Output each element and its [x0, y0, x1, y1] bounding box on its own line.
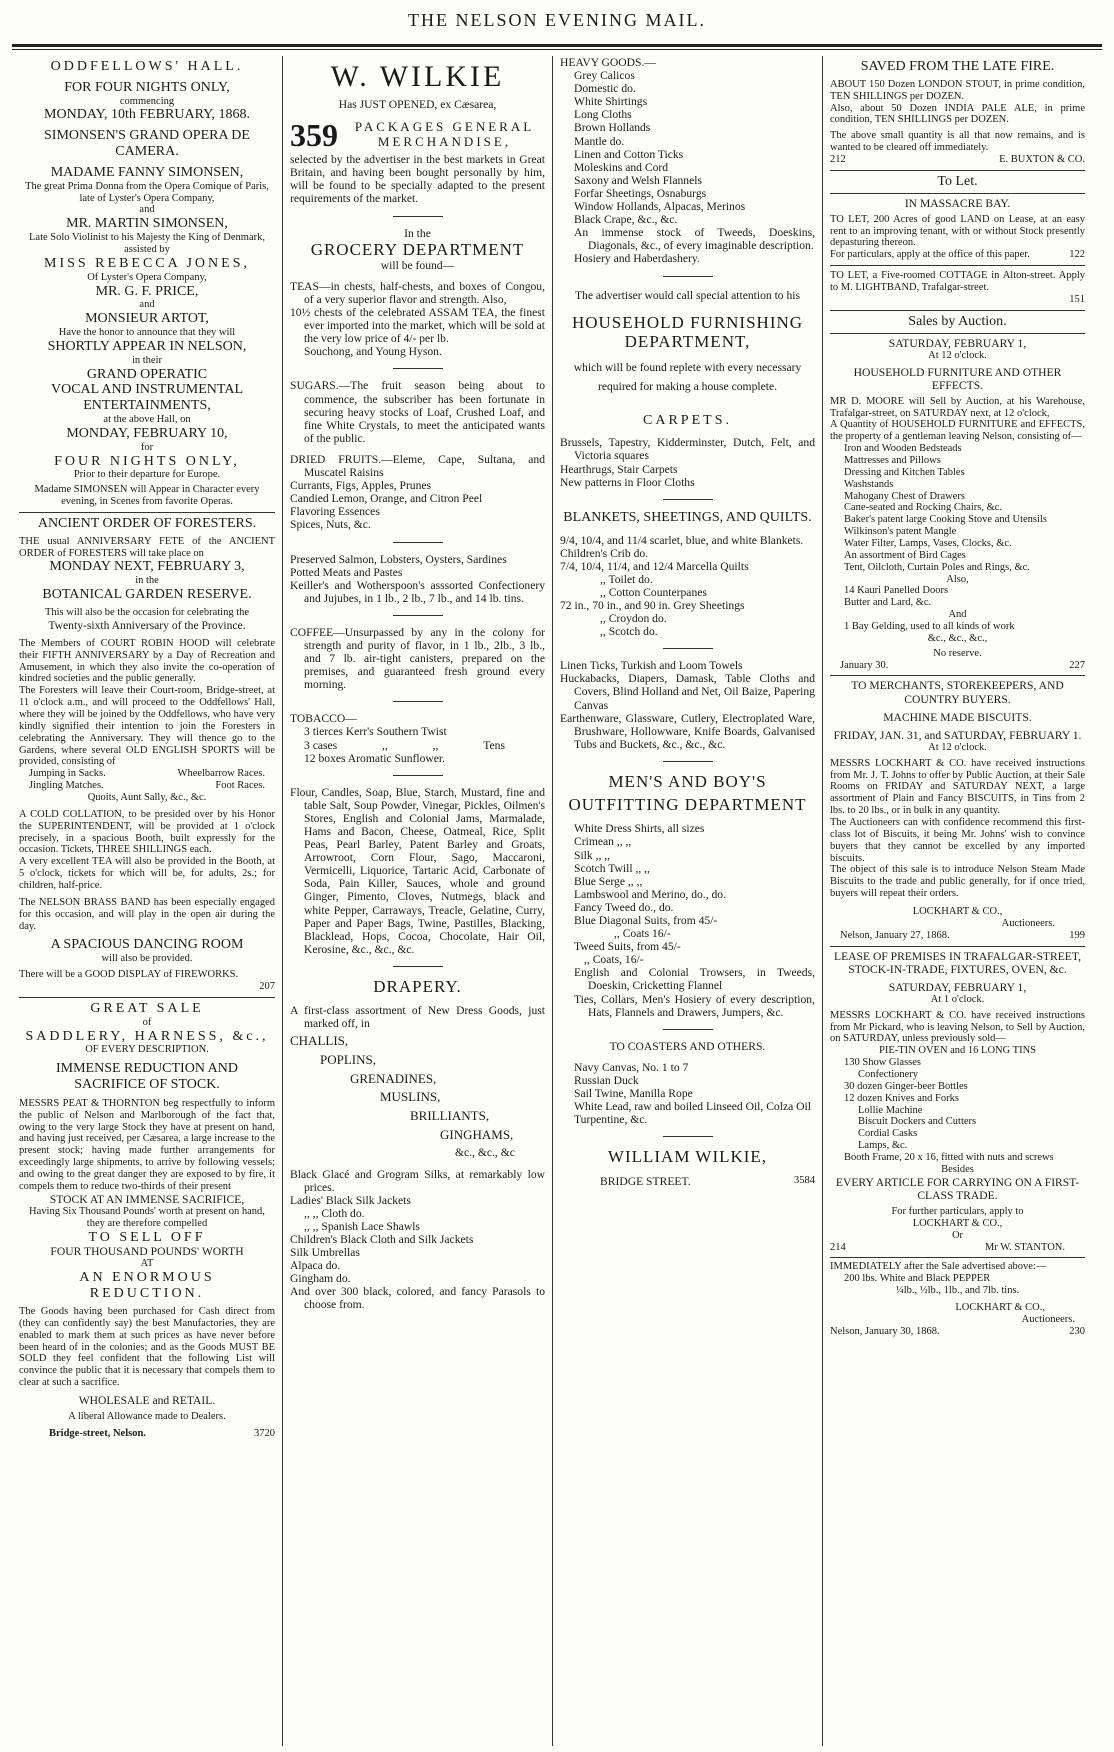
- foresters-p4: A very excellent TEA will also be provided in the Booth, at 5 o'clock, tickets for which will be, for adults, 2s.; for children, half-price.: [19, 856, 275, 892]
- pepper-p2: 200 lbs. White and Black PEPPER: [844, 1273, 991, 1285]
- drapery-item: Gingham do.: [290, 1272, 351, 1286]
- mens-item: ,, Coats, 16/-: [584, 953, 644, 967]
- sports-row: [19, 768, 275, 780]
- divider: [393, 775, 443, 776]
- blanket-item: ,, Croydon do.: [600, 612, 667, 626]
- ad-line: and: [139, 204, 155, 216]
- heavy-item: Black Crape, &c., &c.: [574, 213, 678, 227]
- pepper-sig: LOCKHART & CO.,: [955, 1301, 1045, 1313]
- sport: Jumping in Sacks.: [29, 768, 106, 780]
- divider: [393, 368, 443, 369]
- lease-item: Biscuit Dockers and Cutters: [858, 1116, 977, 1128]
- carpet-item: Hearthrugs, Stair Carpets: [560, 462, 678, 476]
- ad-line: for: [140, 441, 154, 453]
- ad-line: Have the honor to announce that they will: [58, 327, 236, 338]
- preserved-item: Keiller's and Wotherspoon's asssorted Confectionery and Jujubes, in 1 lb., 2 lb., 7 lb., and 14 lb. tins.: [290, 578, 545, 605]
- ad-line: GRAND OPERATIC: [86, 366, 208, 382]
- foresters-p5: The NELSON BRASS BAND has been especially engaged for this occasion, and will play in the open air during the day.: [19, 896, 275, 932]
- heavy-item: Hosiery and Haberdashery.: [574, 252, 700, 266]
- ad-line: Madame SIMONSEN will Appear in Character every evening, in Scenes from favorite Operas.: [34, 484, 260, 508]
- sale-p2: The Goods having been purchased for Cash direct from (they can confidently say) the best Manufactories, they are enabled to mark them at such prices as have never before been heard of in the colonies; and as the Goods MUST BE SOLD they feel confident that the following List will convince the public that it is necessary that compels them to clear at such a sacrifice.: [19, 1305, 275, 1389]
- dancing-sub: will also be provided.: [101, 953, 193, 965]
- lease-date: SATURDAY, FEBRUARY 1,: [888, 980, 1027, 994]
- fabric: &c., &c., &c: [455, 1146, 515, 1160]
- biscuits-sig2: Auctioneers.: [1001, 917, 1055, 929]
- auction-item: Mattresses and Pillows: [844, 455, 941, 466]
- saved-p2: Also, about 50 Dozen INDIA PALE ALE, in prime condition, TEN SHILLINGS per DOZEN.: [830, 102, 1085, 126]
- saved-footer: [830, 154, 1085, 166]
- foresters-intro: THE usual ANNIVERSARY FETE of the ANCIENT ORDER of FORESTERS will take place on: [19, 535, 275, 559]
- mens-item: Crimean ,, ,,: [574, 835, 632, 849]
- to-let-ad: [830, 171, 1085, 311]
- saved-p3: The above small quantity is all that now remains, and is wanted to be cleared off immediately.: [830, 130, 1085, 154]
- fabric: CHALLIS,: [290, 1033, 349, 1049]
- tobacco-item: 3 tierces Kerr's Southern Twist: [304, 725, 447, 739]
- heavy-item: Window Hollands, Alpacas, Merinos: [574, 200, 746, 214]
- ad-number: 212: [830, 153, 846, 165]
- biscuits-p1: MESSRS LOCKHART & CO. have received instructions from Mr. J. T. Johns to offer by Public Auction, at their Sale Rooms on FRIDAY and SATURDAY NEXT, a large assortment of Plain and Fancy BISCUITS, in Tins from 2 lbs. to 20 lbs., or in bulk in any quantity.: [830, 757, 1085, 817]
- packages-text: PACKAGES GENERAL MERCHANDISE,: [354, 119, 535, 150]
- lease-time: At 1 o'clock.: [930, 993, 985, 1005]
- divider: [393, 216, 443, 217]
- drapery-item: ,, ,, Spanish Lace Shawls: [304, 1219, 420, 1233]
- to-let-title: To Let.: [937, 173, 978, 189]
- coaster-item: Sail Twine, Manilla Rope: [574, 1087, 693, 1101]
- teas: TEAS—in chests, half-chests, and boxes of Congou, of a very superior flavor and strength. Also,: [290, 279, 545, 306]
- blankets-heading: BLANKETS, SHEETINGS, AND QUILTS.: [563, 509, 812, 525]
- mens-item: Fancy Tweed do., do.: [574, 900, 674, 914]
- coasters-list: [560, 1061, 815, 1126]
- sports-last: Quoits, Aunt Sally, &c., &c.: [87, 792, 207, 804]
- dried-item: Currants, Figs, Apples, Prunes: [290, 479, 432, 493]
- masthead: THE NELSON EVENING MAIL.: [408, 10, 706, 30]
- packages-heading: [290, 117, 545, 153]
- saved-p1: ABOUT 150 Dozen LONDON STOUT, in prime condition, TEN SHILLINGS per DOZEN.: [830, 78, 1085, 102]
- divider: [663, 1029, 713, 1030]
- sale-stock: STOCK AT AN IMMENSE SACRIFICE,: [49, 1192, 245, 1206]
- wilkie-intro: selected by the advertiser in the best markets in Great Britain, and having been bought personally by him, will be found to be specially adapted to the present requirements of the market.: [290, 153, 545, 206]
- package-count: 359: [290, 116, 338, 153]
- mens-item: Blue Serge ,, ,,: [574, 874, 643, 888]
- lease-item: Booth Frame, 20 x 16, fitted with nuts and screws: [844, 1152, 1054, 1164]
- saved-title: SAVED FROM THE LATE FIRE.: [860, 59, 1055, 74]
- heavy-item: Grey Calicos: [574, 69, 635, 83]
- drapery-item: Alpaca do.: [290, 1259, 341, 1273]
- ad-line: MONSIEUR ARTOT,: [85, 311, 209, 327]
- sale-of: of: [142, 1016, 152, 1028]
- masthead-rule: [12, 44, 1102, 50]
- sale-desc: OF EVERY DESCRIPTION.: [85, 1044, 209, 1056]
- ad-line: MISS REBECCA JONES,: [44, 255, 250, 271]
- coffee: COFFEE—Unsurpassed by any in the colony for strength and purity of flavor, in 1 lb., 2lb., 3 lb., and 7 lb. air-tight canisters, prepared on the premises, and guaranteed fresh ground every morning.: [290, 625, 545, 692]
- lease-item: Cordial Casks: [858, 1128, 918, 1140]
- mens-item: English and Colonial Trowsers, in Tweeds, Doeskin, Cricketting Flannel: [574, 966, 815, 993]
- divider: [663, 648, 713, 649]
- ad-number: 227: [1069, 659, 1085, 671]
- lease-besides: Besides: [941, 1163, 974, 1175]
- lease-item: 130 Show Glasses: [844, 1057, 922, 1069]
- foresters-p1: The Members of COURT ROBIN HOOD will celebrate their FIFTH ANNIVERSARY by a Day of Recreation and Amusement, in which they also invite the co-operation of kindred societies and the public generally.: [19, 637, 275, 685]
- oddfellows-ad: [19, 56, 275, 513]
- lease-further: For further particulars, apply to: [891, 1205, 1024, 1217]
- divider: [393, 542, 443, 543]
- preserved-item: Potted Meats and Pastes: [290, 565, 403, 579]
- mens-item: Blue Diagonal Suits, from 45/-: [574, 914, 718, 928]
- ad-line: MR. MARTIN SIMONSEN,: [66, 216, 228, 232]
- sports-row: [19, 780, 275, 792]
- column-2: [282, 56, 552, 1746]
- fabric: GINGHAMS,: [440, 1126, 514, 1142]
- biscuits-datel: Nelson, January 27, 1868.: [840, 929, 950, 941]
- sale-address: Bridge-street, Nelson.: [49, 1427, 146, 1439]
- blanket-item: 9/4, 10/4, and 11/4 scarlet, blue, and white Blankets.: [560, 533, 804, 547]
- ad-line: MONDAY, FEBRUARY 10,: [66, 425, 228, 441]
- auction-item: Tent, Oilcloth, Curtain Poles and Rings, &c.: [844, 561, 1030, 573]
- ad-number: 230: [1069, 1325, 1085, 1337]
- sale-wholesale: WHOLESALE and RETAIL.: [78, 1393, 216, 1407]
- linen-item: Huckabacks, Diapers, Damask, Table Cloths and Covers, Blind Holland and Net, Oil Baize, Papering Canvas: [560, 672, 815, 712]
- lease-item: 12 dozen Knives and Forks: [844, 1092, 959, 1104]
- divider: [663, 276, 713, 277]
- ad-line: at the above Hall, on: [103, 413, 191, 425]
- ad-line: and: [139, 299, 155, 311]
- auction-item: Washstands: [844, 478, 894, 490]
- attention-text: The advertiser would call special attention to his: [574, 288, 801, 302]
- heavy-item: Brown Hollands: [574, 121, 651, 135]
- to-let-sub: IN MASSACRE BAY.: [830, 193, 1085, 210]
- auction-item: Mahogany Chest of Drawers: [844, 490, 966, 502]
- divider: [663, 499, 713, 500]
- blanket-item: ,, Toilet do.: [600, 572, 653, 586]
- drapery-item: ,, ,, Cloth do.: [304, 1206, 365, 1220]
- coaster-item: Turpentine, &c.: [574, 1113, 648, 1127]
- auction-p1: MR D. MOORE will Sell by Auction, at his Warehouse, Trafalgar-street, on SATURDAY next, at 12 o'clock,: [830, 395, 1085, 419]
- column-3: [552, 56, 822, 1746]
- biscuits-sig: LOCKHART & CO.,: [912, 906, 1003, 918]
- sale-p1: MESSRS PEAT & THORNTON beg respectfully to inform the public of Nelson and Marlborough of the fact that, owing to the very large Stock they have at present on hand, and having just received, per Cæsarea, a large increase to the present stock; having made further arrangements for exceedingly large shipments, to arrive by following vessels; and owing to the great danger they are exposed to by fire, it compels them to reduce two-thirds of their present: [19, 1097, 275, 1192]
- auction-item: Wilkinson's patent Mangle: [844, 526, 957, 538]
- blanket-item: Children's Crib do.: [560, 546, 649, 560]
- heavy-item: Linen and Cotton Ticks: [574, 147, 684, 161]
- biscuits-date: FRIDAY, JAN. 31, and SATURDAY, FEBRUARY 1.: [833, 728, 1082, 742]
- preserved-item: Preserved Salmon, Lobsters, Oysters, Sardines: [290, 552, 507, 566]
- biscuits-ad: [830, 676, 1085, 946]
- fabric: POPLINS,: [320, 1052, 376, 1068]
- mens-item: Lambswool and Merino, do., do.: [574, 887, 726, 901]
- auction-title: Sales by Auction.: [908, 313, 1007, 329]
- lease-sig: LOCKHART & CO.,: [912, 1217, 1003, 1229]
- ad-line: The great Prima Donna from the Opera Comique of Paris, late of Lyster's Opera Company,: [25, 180, 269, 204]
- wilkie-signature: WILLIAM WILKIE,: [607, 1147, 768, 1167]
- lease-p1: MESSRS LOCKHART & CO. have received instructions from Mr Pickard, who is leaving Nelson, to Sell by Auction, on SATURDAY, unless previously sold—: [830, 1009, 1085, 1045]
- heavy-item: White Shirtings: [574, 95, 648, 109]
- ditto: ,,: [382, 738, 388, 752]
- auction-items: [830, 443, 1085, 573]
- heavy-item: Mantle do.: [574, 134, 625, 148]
- mens-list: [560, 822, 815, 1018]
- sale-enormous: AN ENORMOUS REDUCTION.: [79, 1270, 215, 1302]
- ad-line: VOCAL AND INSTRUMENTAL ENTERTAINMENTS,: [50, 382, 244, 414]
- ad-line: in their: [131, 354, 163, 366]
- coaster-item: White Lead, raw and boiled Linseed Oil, Colza Oil: [574, 1100, 811, 1114]
- auction-time: At 12 o'clock.: [928, 349, 987, 361]
- sale-fourk: FOUR THOUSAND POUNDS' WORTH: [50, 1245, 244, 1259]
- lease-item: Lamps, &c.: [858, 1140, 908, 1152]
- blanket-item: ,, Cotton Counterpanes: [600, 585, 707, 599]
- pepper-footer: [830, 1326, 1085, 1338]
- fabric: GRENADINES,: [350, 1070, 437, 1086]
- in-the: In the: [404, 226, 431, 240]
- carpet-item: New patterns in Floor Cloths: [560, 475, 695, 489]
- grocery-heading: GROCERY DEPARTMENT: [310, 239, 525, 259]
- ad-line: MADAME FANNY SIMONSEN,: [50, 164, 244, 180]
- drapery-intro: A first-class assortment of New Dress Goods, just marked off, in: [290, 1004, 545, 1031]
- foresters-ad: [19, 513, 275, 998]
- saved-fire-ad: [830, 56, 1085, 171]
- auction-item: Water Filter, Lamps, Vases, Clocks, &c.: [844, 538, 1012, 550]
- parasols: And over 300 black, colored, and fancy Parasols to choose from.: [290, 1285, 545, 1312]
- columns: [12, 56, 1102, 1746]
- sugars: SUGARS.—The fruit season being about to commence, the subscriber has been fortunate in securing heavy stocks of Loaf, Crushed Loaf, and fine White Crystals, to meet the anticipated wants of the public.: [290, 379, 545, 445]
- coaster-item: Navy Canvas, No. 1 to 7: [574, 1060, 689, 1074]
- household-heading: HOUSEHOLD FURNISHING DEPARTMENT,: [571, 313, 804, 352]
- ad-line: MR. G. F. PRICE,: [95, 283, 199, 299]
- auction-head: HOUSEHOLD FURNITURE AND OTHER EFFECTS.: [853, 365, 1062, 392]
- heavy-item: Domestic do.: [574, 82, 636, 96]
- auction-gelding: 1 Bay Gelding, used to all kinds of work: [844, 621, 1015, 633]
- mens-item: Tweed Suits, from 45/-: [574, 940, 681, 954]
- biscuits-title: TO MERCHANTS, STOREKEEPERS, AND COUNTRY BUYERS.: [851, 679, 1064, 706]
- foresters-anniversary: Twenty-sixth Anniversary of the Province.: [48, 618, 246, 632]
- auction-item: Baker's patent large Cooking Stove and Utensils: [844, 514, 1047, 526]
- fireworks: There will be a GOOD DISPLAY of FIREWORKS.: [19, 969, 239, 981]
- pepper-p1: IMMEDIATELY after the Sale advertised above:—: [830, 1261, 1047, 1273]
- blanket-item: ,, Scotch do.: [600, 625, 658, 639]
- ad-line: commencing: [119, 95, 175, 107]
- cottage-section: [830, 265, 1085, 306]
- drapery-item: Children's Black Cloth and Silk Jackets: [290, 1233, 474, 1247]
- lease-every: EVERY ARTICLE FOR CARRYING ON A FIRST-CLASS TRADE.: [835, 1175, 1080, 1202]
- ad-line: MONDAY, 10th FEBRUARY, 1868.: [44, 107, 250, 123]
- ad-line: FOR FOUR NIGHTS ONLY,: [64, 79, 230, 95]
- pepper-ad: [830, 1258, 1085, 1341]
- ad-line: Of Lyster's Opera Company,: [87, 271, 207, 283]
- heavy-item: Forfar Sheetings, Osnaburgs: [574, 186, 707, 200]
- auction-also: Also,: [946, 573, 969, 585]
- carpets-heading: CARPETS.: [643, 412, 732, 428]
- sale-having: Having Six Thousand Pounds' worth at present on hand, they are therefore compelled: [29, 1205, 265, 1229]
- auction-butter: Butter and Lard, &c.: [844, 597, 932, 609]
- to-let-p2: For particulars, apply at the office of this paper.: [830, 249, 1030, 261]
- auction-doors: 14 Kauri Panelled Doors: [844, 585, 949, 597]
- auction-reserve: No reserve.: [933, 647, 982, 659]
- drapery-heading: DRAPERY.: [373, 976, 462, 996]
- oddfellows-title: ODDFELLOWS' HALL.: [50, 59, 244, 74]
- ditto: ,,: [432, 738, 439, 752]
- dancing-room: A SPACIOUS DANCING ROOM: [50, 937, 244, 953]
- auction-p2: A Quantity of HOUSEHOLD FURNITURE and EFFECTS, the property of a gentleman leaving Nelson, consisting of—: [830, 419, 1085, 443]
- divider: [663, 761, 713, 762]
- to-let-p1: TO LET, 200 Acres of good LAND on Lease, at an easy rent to an improving tenant, with or without Stock presently depasturing thereon.: [830, 213, 1085, 249]
- foresters-p2: The Foresters will leave their Court-room, Bridge-street, at 11 o'clock a.m., and will proceed to the Oddfellows' Hall, where they will be joined by the Oddfellows, who have very kindly signified their intention to join the Foresters in celebrating the Anniversary. They will thence go to the Gardens, where several OLD ENGLISH SPORTS will be provided, consisting of: [19, 685, 275, 768]
- replete-text: which will be found replete with every necessary required for making a house complete.: [573, 361, 802, 393]
- drapery-item: Ladies' Black Silk Jackets: [290, 1193, 411, 1207]
- ad-number: 3720: [254, 1427, 275, 1439]
- to-let-p3: TO LET, a Five-roomed COTTAGE in Alton-street. Apply to M. LIGHTBAND, Trafalgar-street.: [830, 270, 1085, 294]
- dried-item: Candied Lemon, Orange, and Citron Peel: [290, 492, 483, 506]
- sale-at: AT: [140, 1258, 154, 1270]
- lease-items: [830, 1057, 1085, 1164]
- auction-item: Dressing and Kitchen Tables: [844, 466, 965, 478]
- auction-and: And: [948, 609, 967, 621]
- assam: 10½ chests of the celebrated ASSAM TEA, the finest ever imported into the market, which will be sold at the very low price of 4/- per lb.: [290, 306, 545, 346]
- mens-item: ,, Coats 16/-: [614, 927, 671, 941]
- foresters-venue: BOTANICAL GARDEN RESERVE.: [42, 587, 252, 603]
- biscuits-p2: The Auctioneers can with confidence recommend this first-class lot of Biscuits, it being Mr. Johns' wish to convince buyers that they cannot be excelled by any imported biscuits.: [830, 817, 1085, 864]
- dried-fruits: DRIED FRUITS.—Eleme, Cape, Sultana, and Muscatel Raisins: [290, 452, 545, 480]
- lease-sig2: Mr W. STANTON.: [984, 1241, 1065, 1253]
- column-1: [12, 56, 282, 1746]
- coaster-item: Russian Duck: [574, 1073, 639, 1087]
- signature-footer: [560, 1175, 815, 1188]
- biscuits-time: At 12 o'clock.: [928, 741, 987, 753]
- ad-line: SHORTLY APPEAR IN NELSON,: [47, 338, 247, 354]
- column-4: [822, 56, 1092, 1746]
- linen-item: Linen Ticks, Turkish and Loom Towels: [560, 659, 743, 673]
- sale-title: GREAT SALE: [90, 1000, 204, 1016]
- lease-or: Or: [951, 1229, 964, 1241]
- divider: [393, 966, 443, 967]
- tobacco-kind: Tens: [483, 738, 505, 752]
- ad-number: 214: [830, 1241, 846, 1253]
- fabric: BRILLIANTS,: [410, 1108, 490, 1124]
- ad-number: 151: [1069, 293, 1085, 305]
- lease-item: Lollie Machine: [858, 1104, 923, 1116]
- linen-item: Earthenware, Glassware, Cutlery, Electroplated Ware, Brushware, Hollowware, Knife Boards, Galvanised Tubs and Buckets, &c., &c., &c.: [560, 711, 815, 751]
- sport: Wheelbarrow Races.: [177, 768, 265, 780]
- biscuits-sub: MACHINE MADE BISCUITS.: [883, 710, 1032, 724]
- ad-number: 3584: [794, 1174, 815, 1186]
- tobacco-item: 12 boxes Aromatic Sunflower.: [304, 751, 446, 765]
- biscuits-p3: The object of this sale is to introduce Nelson Steam Made Biscuits to the trade and public generally, for if once tried, buyers will repeat their orders.: [830, 864, 1085, 900]
- auction-item: An assortment of Bird Cages: [844, 549, 966, 561]
- auction-etc: &c., &c., &c.,: [927, 632, 988, 644]
- mens-item: Ties, Collars, Men's Hosiery of every description, Hats, Flannels and Drawers, Jumpers, &c.: [574, 992, 815, 1019]
- auction-item: Cane-seated and Rocking Chairs, &c.: [844, 502, 1003, 514]
- biscuits-footer: [830, 930, 1085, 942]
- sale-allowance: A liberal Allowance made to Dealers.: [68, 1411, 226, 1423]
- street: BRIDGE STREET.: [600, 1174, 691, 1188]
- ad-number: 207: [259, 981, 275, 993]
- mens-item: White Dress Shirts, all sizes: [574, 822, 705, 836]
- ad-line: Late Solo Violinist to his Majesty the King of Denmark, assisted by: [29, 232, 265, 255]
- coasters-heading: TO COASTERS AND OTHERS.: [609, 1039, 766, 1053]
- heavy-goods-heading: HEAVY GOODS.—: [560, 56, 656, 69]
- wilkie-opened: Has JUST OPENED, ex Cæsarea,: [338, 97, 497, 111]
- blanket-item: 72 in., 70 in., and 90 in. Grey Sheetings: [560, 599, 745, 613]
- silks: Black Glacé and Grogram Silks, at remarkably low prices.: [290, 1167, 545, 1194]
- carpet-item: Brussels, Tapestry, Kidderminster, Dutch, Felt, and Victoria squares: [560, 436, 815, 463]
- tobacco-heading: TOBACCO—: [290, 712, 357, 726]
- ad-number: 199: [1069, 929, 1085, 941]
- ad-line: Prior to their departure for Europe.: [73, 469, 221, 481]
- lease-item: 30 dozen Ginger-beer Bottles: [844, 1080, 968, 1092]
- sale-items: SADDLERY, HARNESS, &c.,: [25, 1028, 269, 1044]
- to-let-row: [830, 249, 1085, 261]
- sport: Jingling Matches.: [29, 780, 104, 792]
- foresters-occasion: This will also be the occasion for celebrating the: [44, 606, 250, 618]
- flour-list: Flour, Candles, Soap, Blue, Starch, Mustard, fine and table Salt, Soup Powder, Vinegar, Pickles, Oilmen's Stores, English and Colonial Jams, Marmalade, Hams and Bacon, Cheese, Oatmeal, Rice, Split Peas, Pearl Barley, Patent Barley and Groats, Arrowroot, Corn Flour, Sago, Maccaroni, Vermicelli, Liquorice, Tartaric Acid, Carbonate of Soda, Pain Killer, Sauces, whole and ground Ginger, Pimento, Cloves, Nutmegs, black and white Pepper, Carraways, Treacle, Gelatine, Curry, Paper and Paper Bags, Twine, Pastilles, Blacking, Blacklead, Hops, Cocoa, Chocolate, Hair Oil, Kerosine, &c., &c., &c.: [290, 785, 545, 956]
- auction-datel: January 30.: [840, 659, 889, 671]
- divider: [393, 701, 443, 702]
- fabric: MUSLINS,: [380, 1089, 441, 1105]
- heavy-item: Saxony and Welsh Flannels: [574, 173, 702, 187]
- pepper-p3: ¼lb., ½lb., 1lb., and 7lb. tins.: [895, 1285, 1020, 1297]
- auction-footer: [830, 660, 1085, 672]
- pepper-sig2: Auctioneers.: [1021, 1313, 1075, 1325]
- ad-number: 122: [1069, 249, 1085, 261]
- tobacco-qty: 3 cases: [304, 738, 338, 752]
- mens-item: Silk ,, ,,: [574, 848, 611, 862]
- sale-reduction: IMMENSE REDUCTION AND SACRIFICE OF STOCK.: [56, 1061, 238, 1093]
- auction-ad: [830, 311, 1085, 677]
- foresters-p3: A COLD COLLATION, to be presided over by his Honor the SUPERINTENDENT, will be provided at 1 o'clock precisely, in a spacious Booth, built expressly for the occasion. Tickets, THREE SHILLINGS each.: [19, 808, 275, 856]
- heavy-item: An immense stock of Tweeds, Doeskins, Diagonals, &c., of every imaginable description.: [574, 226, 815, 253]
- souchong: Souchong, and Young Hyson.: [304, 345, 442, 359]
- foresters-title: ANCIENT ORDER OF FORESTERS.: [37, 515, 257, 531]
- foresters-date: MONDAY NEXT, FEBRUARY 3,: [49, 559, 245, 575]
- lease-ad: [830, 947, 1085, 1259]
- divider: [393, 615, 443, 616]
- auction-date: SATURDAY, FEBRUARY 1,: [830, 333, 1085, 350]
- blanket-item: 7/4, 10/4, 11/4, and 12/4 Marcella Quilts: [560, 559, 749, 573]
- dried-item: Spices, Nuts, &c.: [290, 518, 371, 532]
- drapery-item: Silk Umbrellas: [290, 1246, 360, 1260]
- heavy-item: Moleskins and Cord: [574, 160, 669, 174]
- mens-item: Scotch Twill ,, ,,: [574, 861, 650, 875]
- lease-item: Confectionery: [858, 1069, 919, 1081]
- ad-line: SIMONSEN'S GRAND OPERA DE CAMERA.: [44, 128, 250, 160]
- mens-heading: MEN'S AND BOY'S: [608, 771, 767, 791]
- sale-footer: [19, 1428, 275, 1440]
- sale-tosell: TO SELL OFF: [88, 1229, 206, 1245]
- heavy-item: Long Cloths: [574, 108, 632, 122]
- lease-head: PIE-TIN OVEN and 16 LONG TINS: [879, 1045, 1036, 1057]
- divider: [663, 1136, 713, 1137]
- auction-item: Iron and Wooden Bedsteads: [844, 443, 962, 455]
- lease-title: LEASE OF PREMISES IN TRAFALGAR-STREET, STOCK-IN-TRADE, FIXTURES, OVEN, &c.: [833, 949, 1082, 976]
- wilkie-name: W. WILKIE: [330, 60, 505, 93]
- foresters-in-the: in the: [135, 575, 159, 587]
- sport: Foot Races.: [215, 780, 265, 792]
- great-sale-ad: [19, 998, 275, 1444]
- ad-line: FOUR NIGHTS ONLY,: [54, 453, 240, 469]
- saved-signature: E. BUXTON & CO.: [999, 153, 1085, 165]
- tobacco-row: [290, 739, 545, 752]
- will-be-found: will be found—: [380, 258, 455, 272]
- dried-item: Flavoring Essences: [290, 505, 380, 519]
- heavy-goods-list: [560, 69, 815, 265]
- outfitting-heading: OUTFITTING DEPARTMENT: [568, 795, 807, 815]
- lease-footer: [830, 1242, 1085, 1254]
- pepper-datel: Nelson, January 30, 1868.: [830, 1325, 940, 1337]
